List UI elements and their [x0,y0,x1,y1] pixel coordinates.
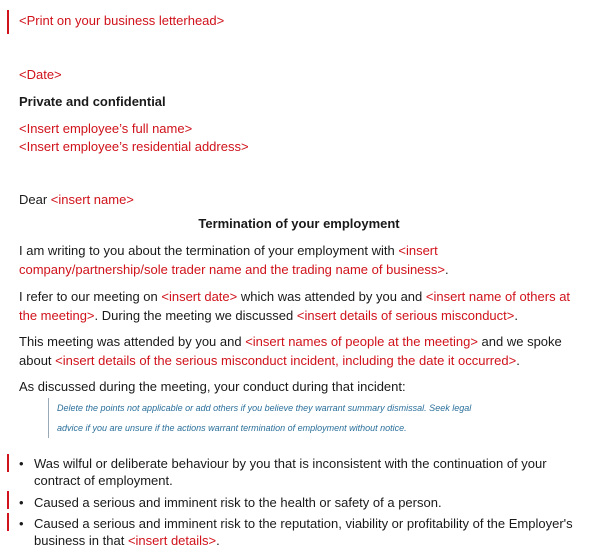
paragraph-text: which was attended by you and [237,289,426,304]
private-confidential-heading: Private and confidential [19,94,166,109]
employee-address-placeholder: <Insert employee’s residential address> [19,139,249,154]
bullet-icon: • [19,495,24,510]
letter-subject: Termination of your employment [198,216,400,231]
bullet-icon: • [19,516,24,531]
list-item [19,494,591,511]
guidance-note [48,398,568,438]
incident-details-placeholder: <insert details of the serious misconduct incident, including the date it occurred> [55,353,517,368]
salutation-prefix: Dear [19,192,51,207]
revision-bar [7,491,9,509]
company-name-placeholder: <insert company/partnership/sole trader name and the trading name of business> [19,243,446,277]
paragraph-end: . [445,262,449,277]
revision-bar [7,454,9,472]
employee-name-placeholder: <Insert employee’s full name> [19,121,193,136]
paragraph-text: This meeting was attended by you and [19,334,246,349]
details-placeholder: <insert details> [127,533,217,548]
salutation [19,191,590,208]
paragraph-end: . [516,353,520,368]
bullet-icon: • [19,456,24,471]
paragraph-text: I am writing to you about the termination of your employment with [19,243,399,258]
list-item-text: Caused a serious and imminent risk to the reputation, viability or profitability of the Employer's business in that [34,516,573,548]
list-item-text: Caused a serious and imminent risk to the health or safety of a person. [34,495,442,510]
list-item [19,515,591,549]
paragraph-attendance [19,332,587,370]
paragraph-text: . During the meeting we discussed [94,308,297,323]
guidance-note-line: Delete the points not applicable or add others if you believe they warrant summary dismissal. Seek legal [57,403,472,413]
guidance-note-line: advice if you are unsure if the actions warrant termination of employment without notice. [57,423,407,433]
revision-bar [7,513,9,531]
people-at-meeting-placeholder: <insert names of people at the meeting> [245,334,478,349]
paragraph-text: I refer to our meeting on [19,289,162,304]
meeting-date-placeholder: <insert date> [161,289,238,304]
paragraph-end: . [514,308,518,323]
list-item-text-container [34,515,591,549]
list-item-text: Was wilful or deliberate behaviour by you that is inconsistent with the continuation of your contract of employment. [34,456,547,488]
paragraph-conduct-intro: As discussed during the meeting, your conduct during that incident: [19,379,406,394]
paragraph-text: and we spoke about [19,334,562,368]
paragraph-employment [19,241,587,279]
salutation-name-placeholder: <insert name> [50,192,134,207]
letterhead-placeholder: <Print on your business letterhead> [19,13,225,28]
list-item-end: . [216,533,220,548]
paragraph-meeting [19,287,587,325]
date-placeholder: <Date> [19,67,62,82]
misconduct-details-placeholder: <insert details of serious misconduct> [296,308,515,323]
revision-bar [7,10,9,34]
attendees-placeholder: <insert name of others at the meeting> [19,289,571,323]
list-item [19,455,591,489]
